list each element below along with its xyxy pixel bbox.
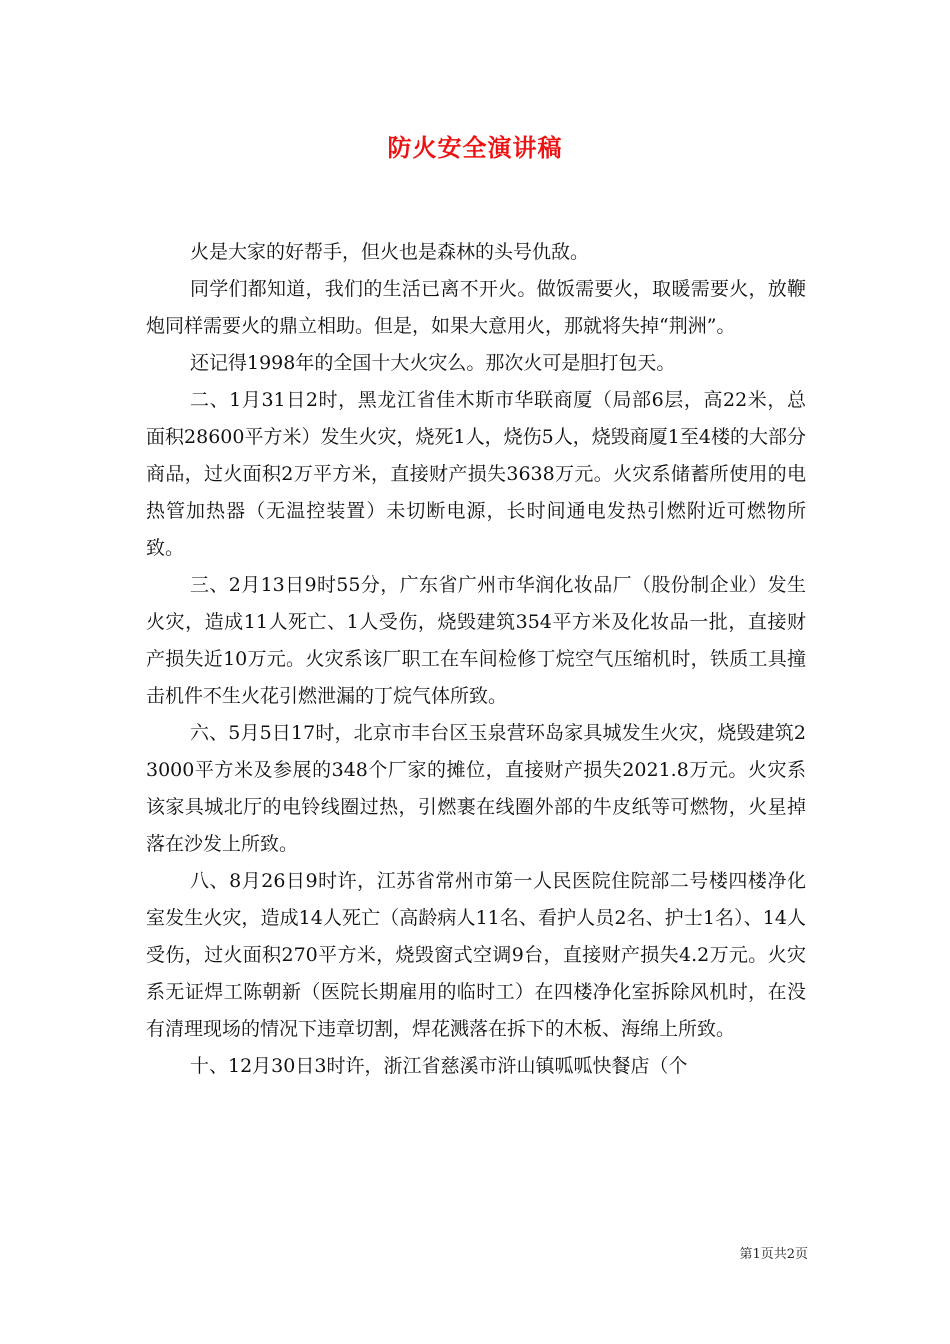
page-number: 第1页共2页 [739,1247,808,1262]
paragraph: 二、1月31日2时，黑龙江省佳木斯市华联商厦（局部6层，高22米，总面积28600平方米）发生火灾，烧死1人，烧伤5人，烧毁商厦1至4楼的大部分商品，过火面积2万平方米，直接财产损失3638万元。火灾系储蓄所使用的电热管加热器（无温控装置）未切断电源，长时间通电发热引燃附近可燃物所致。 [146,389,806,559]
paragraph: 火是大家的好帮手，但火也是森林的头号仇敌。 [190,241,590,263]
paragraph: 六、5月5日17时，北京市丰台区玉泉营环岛家具城发生火灾，烧毁建筑23000平方米及参展的348个厂家的摊位，直接财产损失2021.8万元。火灾系该家具城北厅的电铃线圈过热，引燃裹在线圈外部的牛皮纸等可燃物，火星掉落在沙发上所致。 [146,722,806,855]
document-body [146,234,806,1085]
paragraph: 同学们都知道，我们的生活已离不开火。做饭需要火，取暖需要火，放鞭炮同样需要火的鼎立相助。但是，如果大意用火，那就将失掉“荆洲”。 [146,278,806,337]
paragraph: 三、2月13日9时55分，广东省广州市华润化妆品厂（股份制企业）发生火灾，造成11人死亡、1人受伤，烧毁建筑354平方米及化妆品一批，直接财产损失近10万元。火灾系该厂职工在车间检修丁烷空气压缩机时，铁质工具撞击机件不生火花引燃泄漏的丁烷气体所致。 [146,574,806,707]
paragraph: 十、12月30日3时许，浙江省慈溪市浒山镇呱呱快餐店（个 [190,1055,688,1077]
document-title: 防火安全演讲稿 [387,133,563,162]
paragraph: 还记得1998年的全国十大火灾么。那次火可是胆打包天。 [190,352,676,374]
paragraph: 八、8月26日9时许，江苏省常州市第一人民医院住院部二号楼四楼净化室发生火灾，造成14人死亡（高龄病人11名、看护人员2名、护士1名）、14人受伤，过火面积270平方米，烧毁窗式空调9台，直接财产损失4.2万元。火灾系无证焊工陈朝新（医院长期雇用的临时工）在四楼净化室拆除风机时，在没有清理现场的情况下违章切割，焊花溅落在拆下的木板、海绵上所致。 [146,870,806,1040]
